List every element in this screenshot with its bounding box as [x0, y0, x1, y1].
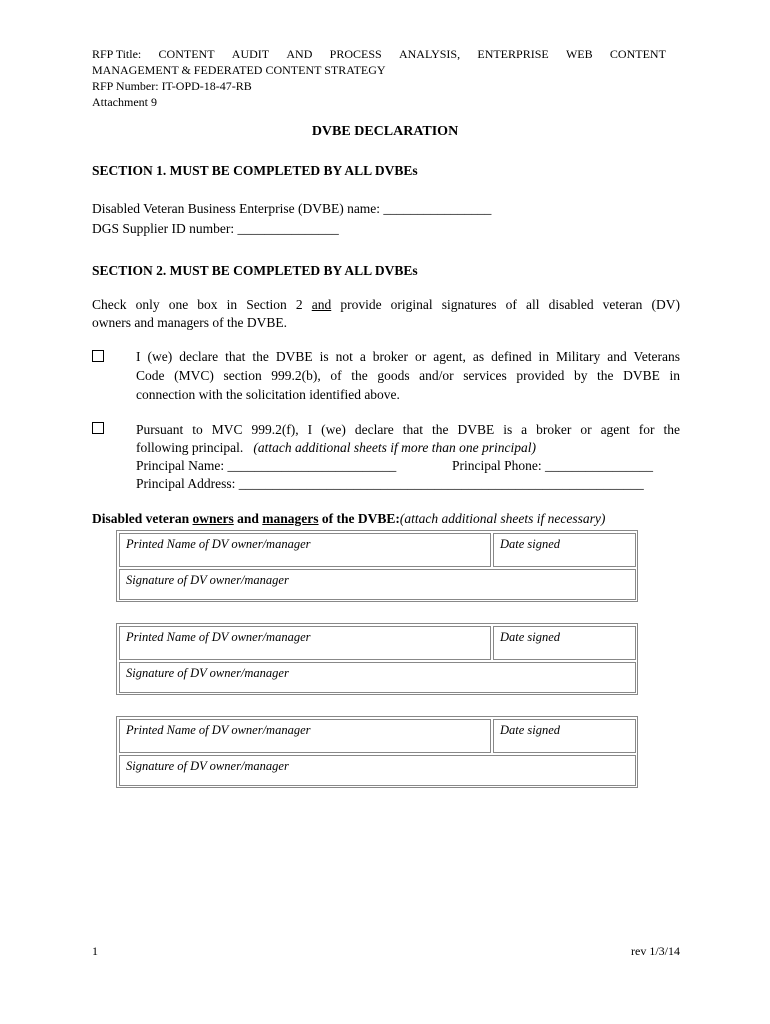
date-signed-cell[interactable]: Date signed	[493, 626, 636, 660]
rfp-title-word: WEB	[565, 47, 593, 61]
page-title: DVBE DECLARATION	[311, 124, 459, 139]
option2-text: following principal.	[136, 440, 244, 455]
owners-heading-text: Disabled veteran	[92, 511, 193, 526]
rfp-title-word: ANALYSIS,	[398, 47, 461, 61]
owners-heading-note: (attach additional sheets if necessary)	[399, 511, 606, 526]
rfp-title-word: AUDIT	[231, 47, 270, 61]
option1-line3: connection with the solicitation identified above.	[136, 387, 400, 402]
printed-name-cell[interactable]: Printed Name of DV owner/manager	[119, 626, 491, 660]
instr-text: provide original signatures of all disabled veteran (DV)	[331, 297, 680, 312]
broker-not-agent-checkbox[interactable]	[92, 350, 104, 362]
section2-instructions	[92, 296, 680, 314]
instr-text: Check only one box in Section 2	[92, 297, 312, 312]
attachment-label: Attachment 9	[92, 95, 157, 109]
signature-cell[interactable]: Signature of DV owner/manager	[119, 569, 636, 600]
section1-heading: SECTION 1. MUST BE COMPLETED BY ALL DVBEs	[92, 163, 418, 178]
broker-agent-checkbox[interactable]	[92, 422, 104, 434]
instr-and-underlined: and	[311, 297, 332, 312]
option2-line1: Pursuant to MVC 999.2(f), I (we) declare that the DVBE is a broker or agent for the	[136, 422, 680, 437]
printed-name-cell[interactable]: Printed Name of DV owner/manager	[119, 533, 491, 567]
owners-heading-text: and	[233, 511, 263, 526]
rfp-title-word: CONTENT	[609, 47, 666, 61]
date-signed-cell[interactable]: Date signed	[493, 533, 636, 567]
revision-date: rev 1/3/14	[631, 944, 680, 958]
owners-heading-text: of the DVBE:	[318, 511, 400, 526]
supplier-id-field: DGS Supplier ID number: _______________	[92, 221, 339, 236]
owner-signature-block	[116, 716, 638, 788]
owners-heading-owners: owners	[192, 511, 234, 526]
option1-line2: Code (MVC) section 999.2(b), of the goods and/or services provided by the DVBE in	[136, 368, 680, 383]
owners-heading	[92, 510, 605, 528]
rfp-number: RFP Number: IT-OPD-18-47-RB	[92, 79, 252, 93]
owner-signature-block	[116, 530, 638, 602]
section2-heading: SECTION 2. MUST BE COMPLETED BY ALL DVBEs	[92, 263, 418, 278]
section2-instructions-line2: owners and managers of the DVBE.	[92, 315, 287, 330]
date-signed-cell[interactable]: Date signed	[493, 719, 636, 753]
option2-note: (attach additional sheets if more than one principal)	[253, 440, 536, 455]
signature-cell[interactable]: Signature of DV owner/manager	[119, 755, 636, 786]
printed-name-cell[interactable]: Printed Name of DV owner/manager	[119, 719, 491, 753]
owners-heading-managers: managers	[262, 511, 319, 526]
rfp-title-word: AND	[286, 47, 313, 61]
rfp-title-label: RFP Title:	[92, 47, 142, 61]
signature-cell[interactable]: Signature of DV owner/manager	[119, 662, 636, 693]
page-number: 1	[92, 944, 98, 958]
rfp-title-word: ENTERPRISE	[477, 47, 549, 61]
principal-name-field: Principal Name: _________________________	[136, 458, 397, 473]
rfp-title-line	[92, 46, 666, 62]
principal-phone-field: Principal Phone: ________________	[452, 458, 653, 473]
rfp-title-word: PROCESS	[329, 47, 382, 61]
rfp-title-line2: MANAGEMENT & FEDERATED CONTENT STRATEGY	[92, 63, 386, 77]
owner-signature-block	[116, 623, 638, 695]
principal-address-field: Principal Address: ____________________________________________________________	[136, 476, 644, 491]
option1-line1: I (we) declare that the DVBE is not a broker or agent, as defined in Military and Veterans	[136, 349, 680, 364]
option2-line2	[136, 439, 536, 457]
dvbe-name-field: Disabled Veteran Business Enterprise (DVBE) name: ________________	[92, 201, 492, 216]
rfp-title-word: CONTENT	[158, 47, 215, 61]
